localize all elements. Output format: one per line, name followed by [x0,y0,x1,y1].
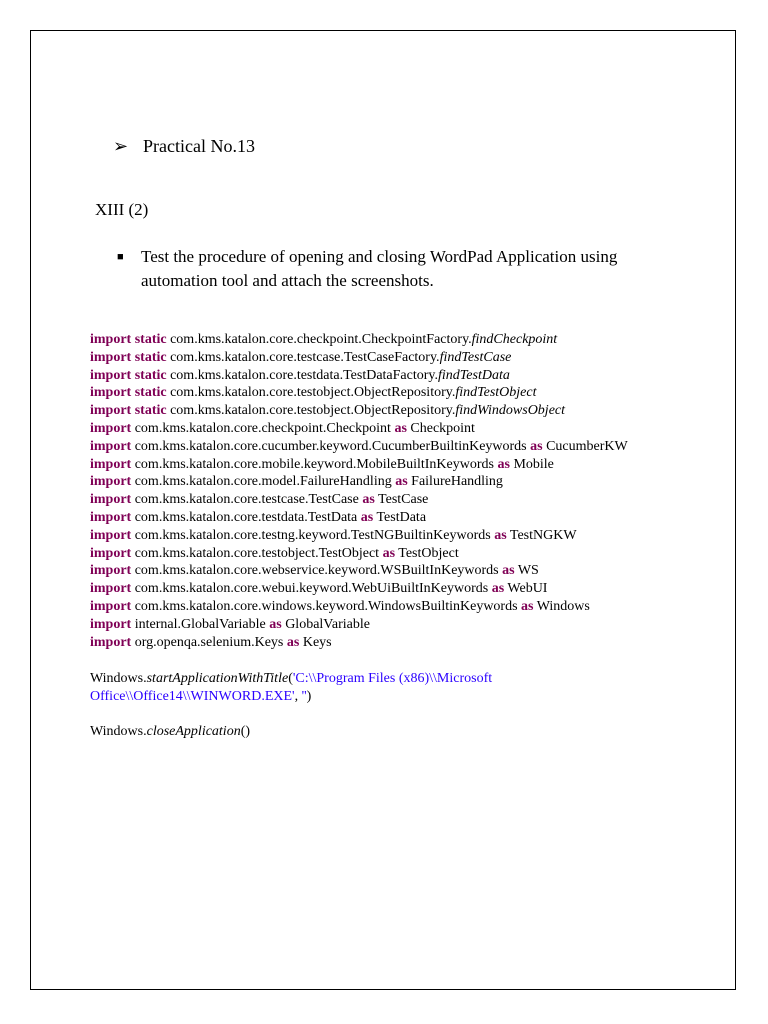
import-keyword: import static [90,367,167,383]
import-keyword: import static [90,403,167,419]
as-keyword: as [286,634,300,650]
import-line [90,402,690,420]
import-line [90,634,690,652]
as-keyword: as [497,456,510,472]
import-keyword: import [90,474,132,490]
call-close-paren: ) [306,689,312,704]
import-line [90,473,690,491]
import-alias: Windows [536,598,590,614]
import-line [90,349,690,367]
import-line [90,438,690,456]
task-text: Test the procedure of opening and closing WordPad Application using automation tool and attach the screenshots. [141,247,618,290]
practical-title: Practical No.13 [143,136,255,156]
import-alias: TestObject [398,545,459,561]
import-line [90,420,690,438]
import-line [90,616,690,634]
call-open-paren: ( [288,671,293,686]
import-path: com.kms.katalon.core.windows.keyword.WindowsBuiltinKeywords [134,598,518,614]
arrow-bullet-icon: ➢ [113,136,129,156]
import-keyword: import [90,563,132,579]
import-alias: Checkpoint [410,420,475,436]
import-path: com.kms.katalon.core.webui.keyword.WebUiBuiltInKeywords [134,581,489,597]
as-keyword: as [491,581,505,597]
import-line [90,598,690,616]
import-path: com.kms.katalon.core.webservice.keyword.WSBuiltInKeywords [134,563,499,579]
as-keyword: as [382,545,396,561]
import-keyword: import static [90,385,167,401]
as-keyword: as [395,474,408,490]
import-keyword: import [90,634,132,650]
import-path: com.kms.katalon.core.model.FailureHandling [134,474,392,490]
string-arg-line1: 'C:\\Program Files (x86)\\Microsoft [292,671,493,686]
import-path: com.kms.katalon.core.testobject.TestObject [134,545,380,561]
as-keyword: as [494,527,507,543]
import-keyword: import [90,527,132,543]
import-keyword: import static [90,349,167,365]
import-keyword: import [90,509,132,525]
call-separator: , [294,689,302,704]
import-method: findTestCase [439,349,512,365]
import-path: com.kms.katalon.core.cucumber.keyword.CucumberBuiltinKeywords [134,438,527,454]
as-keyword: as [360,509,374,525]
import-keyword: import [90,545,132,561]
as-keyword: as [530,438,543,454]
import-path: com.kms.katalon.core.mobile.keyword.MobileBuiltInKeywords [134,456,494,472]
string-arg2: '' [301,689,307,704]
import-alias: Keys [302,634,332,650]
import-line [90,491,690,509]
import-alias: TestNGKW [509,527,577,543]
import-keyword: import [90,492,132,508]
as-keyword: as [394,420,407,436]
import-path: internal.GlobalVariable [134,616,266,632]
import-keyword: import static [90,332,167,347]
import-alias: TestData [376,509,427,525]
import-path: com.kms.katalon.core.testobject.ObjectRepository. [170,403,456,419]
import-alias: TestCase [378,492,429,508]
import-path: com.kms.katalon.core.checkpoint.CheckpointFactory. [170,332,472,347]
practical-heading [113,134,255,158]
import-path: org.openqa.selenium.Keys [134,634,284,650]
import-path: com.kms.katalon.core.testng.keyword.TestNGBuiltinKeywords [134,527,491,543]
import-keyword: import [90,420,132,436]
call-object: Windows. [90,724,147,739]
call-method: closeApplication [146,724,241,739]
import-method: findTestObject [455,385,537,401]
import-line [90,509,690,527]
import-line [90,331,690,349]
import-method: findWindowsObject [455,403,566,419]
import-path: com.kms.katalon.core.testcase.TestCase [134,492,359,508]
import-alias: CucumberKW [546,438,628,454]
import-path: com.kms.katalon.core.testdata.TestDataFactory. [170,367,439,383]
import-keyword: import [90,598,132,614]
import-path: com.kms.katalon.core.testcase.TestCaseFactory. [170,349,440,365]
import-keyword: import [90,438,132,454]
call-args: () [240,724,251,739]
start-application-call [90,670,690,706]
import-line [90,545,690,563]
import-path: com.kms.katalon.core.testdata.TestData [134,509,358,525]
call-object: Windows. [90,671,147,686]
import-line [90,527,690,545]
as-keyword: as [502,563,515,579]
import-keyword: import [90,456,132,472]
import-alias: WebUI [507,581,548,597]
import-alias: GlobalVariable [285,616,370,632]
import-path: com.kms.katalon.core.testobject.ObjectRepository. [170,385,456,401]
as-keyword: as [269,616,282,632]
task-item [117,245,657,293]
import-line [90,580,690,598]
import-path: com.kms.katalon.core.checkpoint.Checkpoint [134,420,391,436]
code-imports [90,331,690,651]
as-keyword: as [521,598,534,614]
import-method: findCheckpoint [471,332,558,347]
import-line [90,562,690,580]
import-line [90,384,690,402]
section-number: XIII (2) [95,200,149,219]
as-keyword: as [362,492,375,508]
import-line [90,367,690,385]
import-alias: Mobile [513,456,554,472]
import-keyword: import [90,581,132,597]
import-keyword: import [90,616,132,632]
string-arg-line2: Office\\Office14\\WINWORD.EXE' [90,689,295,704]
square-bullet-icon: ■ [117,251,124,263]
import-line [90,456,690,474]
import-alias: WS [517,563,539,579]
call-method: startApplicationWithTitle [146,671,289,686]
import-method: findTestData [438,367,510,383]
close-application-call [90,723,690,741]
import-alias: FailureHandling [411,474,503,490]
